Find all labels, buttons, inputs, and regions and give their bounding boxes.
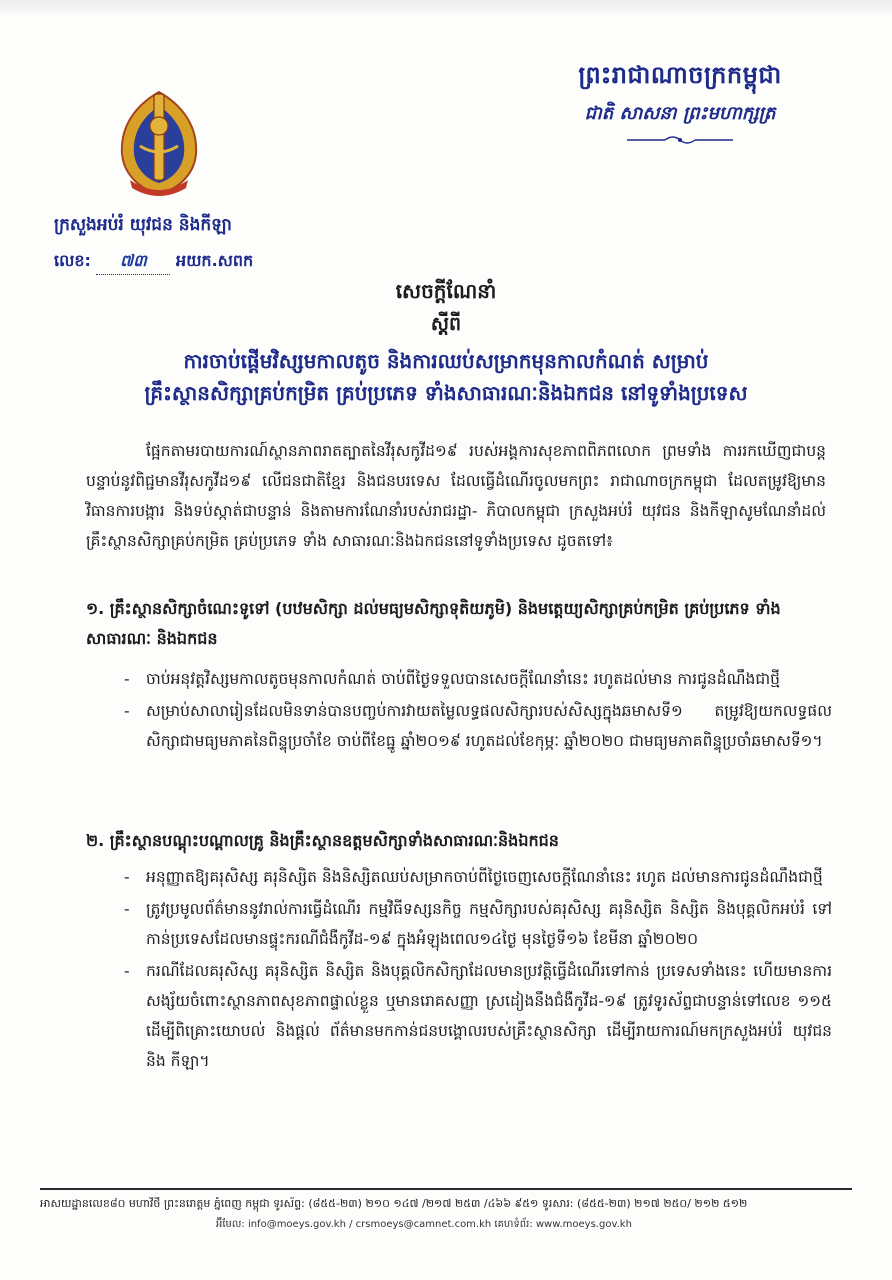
reference-value: ៧៣ xyxy=(96,250,170,275)
footer-contact: អ៊ីមែល: info@moeys.gov.kh / crsmoeys@camnet.com.kh គេហទំព័រ: www.moeys.gov.kh xyxy=(216,1219,632,1230)
reference-prefix: លេខ: xyxy=(54,251,91,270)
section-1-heading: ១. គ្រឹះស្ថានសិក្សាចំណេះទូទៅ (បឋមសិក្សា ដល់មធ្យមសិក្សាទុតិយភូមិ) និងមត្តេយ្យសិក្សាគ្រប់កម្រិត គ្រប់ប្រភេទ ទាំងសាធារណៈ និងឯកជន xyxy=(86,599,781,648)
ministry-name: ក្រសួងអប់រំ យុវជន និងកីឡា xyxy=(54,215,232,235)
section-2-list xyxy=(146,862,832,1078)
list-item: - ត្រូវប្រមូលព័ត៌មាននូវរាល់ការធ្វើដំណើរ កម្មវិធីទស្សនកិច្ច កម្មសិក្សារបស់គរុសិស្ស គរុនិស្សិត និស្សិត និងបុគ្គលិកអប់រំ ទៅកាន់ប្រទេសដែលមានផ្ទុះករណីជំងឺកូវីដ-១៩ ក្នុងអំឡុងពេល១៤ថ្ងៃ មុនថ្ងៃទី១៦ ខែមីនា ឆ្នាំ២០២០ xyxy=(146,894,832,954)
national-motto: ជាតិ សាសនា ព្រះមហាក្សត្រ xyxy=(584,103,776,124)
kingdom-header xyxy=(530,60,830,146)
intro-section xyxy=(86,436,826,556)
ornament-divider-icon xyxy=(625,134,735,146)
section-1-list xyxy=(146,664,832,758)
intro-paragraph: ផ្អែកតាមរបាយការណ៍ស្ថានភាពរាតត្បាតនៃវីរុសកូវីដ១៩ របស់អង្គការសុខភាពពិភពលោក ព្រមទាំង ការរកឃើញជាបន្តបន្ទាប់នូវពិជ្ជមានវីរុសកូវីដ១៩ លើជនជាតិខ្មែរ និងជនបរទេស ដែលធ្វើដំណើរចូលមកព្រះ រាជាណាចក្រកម្ពុជា ដែលតម្រូវឱ្យមានវិធានការបង្ការ និងទប់ស្កាត់ជាបន្ទាន់ និងតាមការណែនាំរបស់រាជរដ្ឋា- ភិបាលកម្ពុជា ក្រសួងអប់រំ យុវជន និងកីឡាសូមណែនាំដល់គ្រឹះស្ថានសិក្សាគ្រប់កម្រិត គ្រប់ប្រភេទ ទាំង សាធារណៈនិងឯកជននៅទូទាំងប្រទេស ដូចតទៅ៖ xyxy=(86,442,826,550)
list-item: - សម្រាប់សាលារៀនដែលមិនទាន់បានបញ្ចប់ការវាយតម្លៃលទ្ធផលសិក្សារបស់សិស្សក្នុងឆមាសទី១ តម្រូវឱ្យយកលទ្ធផលសិក្សាជាមធ្យមភាគនៃពិន្ទុប្រចាំខែ ចាប់ពីខែធ្នូ ឆ្នាំ២០១៩ រហូតដល់ខែកុម្ភៈ ឆ្នាំ២០២០ ជាមធ្យមភាគពិន្ទុប្រចាំឆមាសទី១។ xyxy=(146,696,832,756)
scan-shadow xyxy=(0,0,892,18)
footer-address: អាសយដ្ឋានលេខ៨០ មហាវិថី ព្រះនរោត្តម ភ្នំពេញ កម្ពុជា ទូរស័ព្ទ: (៨៥៥-២៣) ២១០ ១៤៧ /២១៧ ២៥៣ /៤៦៦ ៩៥១ ទូរសារ: (៨៥៥-២៣) ២១៧ ២៥០/ ២១២ ៥១២ xyxy=(40,1197,748,1210)
subject-line-2: គ្រឹះស្ថានសិក្សាគ្រប់កម្រិត គ្រប់ប្រភេទ ទាំងសាធារណៈនិងឯកជន នៅទូទាំងប្រទេស xyxy=(144,381,748,405)
reference-number xyxy=(54,250,253,275)
list-item: - អនុញ្ញាតឱ្យគរុសិស្ស គរុនិស្សិត និងនិស្សិតឈប់សម្រាកចាប់ពីថ្ងៃចេញសេចក្តីណែនាំនេះ រហូត ដល់មានការជូនដំណឹងជាថ្មី xyxy=(146,862,832,892)
kingdom-title: ព្រះរាជាណាចក្រកម្ពុជា xyxy=(578,61,782,89)
list-item: - ករណីដែលគរុសិស្ស គរុនិស្សិត និស្សិត និងបុគ្គលិកសិក្សាដែលមានប្រវត្តិធ្វើដំណើរទៅកាន់ ប្រទេសទាំងនេះ ហើយមានការសង្ស័យចំពោះស្ថានភាពសុខភាពផ្ទាល់ខ្លួន ឬមានរោគសញ្ញា ស្រដៀងនឹងជំងឺកូវីដ-១៩ ត្រូវទូរស័ព្ទជាបន្ទាន់ទៅលេខ ១១៥ ដើម្បីពិគ្រោះយោបល់ និងផ្តល់ ព័ត៌មានមកកាន់ជនបង្គោលរបស់គ្រឹះស្ថានសិក្សា ដើម្បីរាយការណ៍មកក្រសួងអប់រំ យុវជន និង កីឡា។ xyxy=(146,956,832,1076)
subject-line-1: ការចាប់ផ្តើមវិស្សមកាលតូច និងការឈប់សម្រាកមុនកាលកំណត់ សម្រាប់ xyxy=(183,349,709,373)
footer-divider xyxy=(40,1188,852,1190)
list-item: - ចាប់អនុវត្តវិស្សមកាលតូចមុនកាលកំណត់ ចាប់ពីថ្ងៃទទួលបានសេចក្តីណែនាំនេះ រហូតដល់មាន ការជូនដំណឹងជាថ្មី xyxy=(146,664,832,694)
document-about-label: ស្តីពី xyxy=(430,313,462,335)
document-type-title: សេចក្តីណែនាំ xyxy=(395,279,497,303)
document-subject xyxy=(60,345,832,409)
reference-suffix: អយក.សពក xyxy=(176,251,254,270)
ministry-emblem-icon xyxy=(110,84,208,200)
section-2-heading: ២. គ្រឹះស្ថានបណ្តុះបណ្តាលគ្រូ និងគ្រឹះស្ថានឧត្តមសិក្សាទាំងសាធារណៈនិងឯកជន xyxy=(86,831,559,850)
